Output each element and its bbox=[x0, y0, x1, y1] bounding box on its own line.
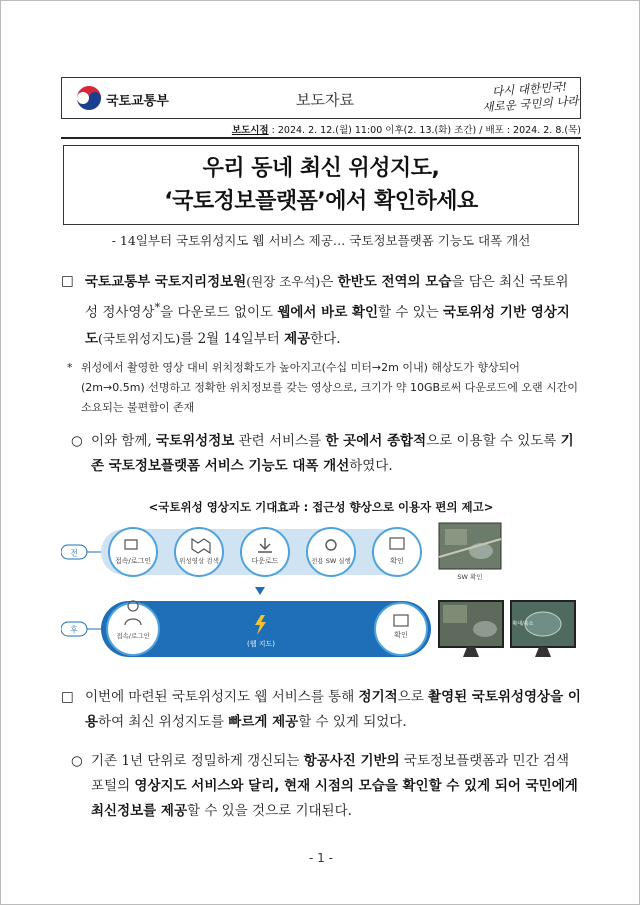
diagram-caption: <국토위성 영상지도 기대효과 : 접근성 향상으로 이용자 편의 제고> bbox=[148, 500, 494, 514]
document-type: 보도자료 bbox=[296, 91, 354, 109]
text-bold: 국토위성 기반 영상지도 bbox=[85, 304, 570, 347]
step-label: 확인 bbox=[390, 557, 404, 565]
circle-bullet-icon: ○ bbox=[71, 433, 83, 449]
text-span: 기존 1년 단위로 정밀하게 갱신되는 bbox=[91, 753, 304, 769]
footnote-text: 위성에서 촬영한 영상 대비 위치정확도가 높아지고(수십 미터→2m 이내) 해상도가 향상되어(2m→0.5m) 선명하고 정확한 위치정보를 갖는 영상으로, 크기가 약 10GB로써 다운로드에 오랜 시간이 소요되는 불편함이 존재 bbox=[81, 361, 579, 414]
text-span: 할 수 있는 bbox=[378, 304, 444, 321]
step-label: 접속/로그인 bbox=[114, 557, 152, 565]
text-span: (국토위성지도) bbox=[98, 330, 181, 346]
header-divider bbox=[61, 137, 581, 139]
release-info bbox=[61, 122, 581, 136]
ministry-name: 국토교통부 bbox=[106, 94, 169, 109]
text-span: 은 bbox=[320, 274, 338, 290]
text-bold: 영상지도 서비스와 달리, 현재 시점의 모습을 확인할 수 있게 되어 국민에게 최신정보를 제공 bbox=[91, 778, 578, 819]
headline-box bbox=[63, 145, 579, 225]
text-bold: 한 곳에서 종합적 bbox=[325, 433, 427, 449]
step-label: 위성영상 검색 bbox=[179, 557, 219, 565]
subheadline: - 14일부터 국토위성지도 웹 서비스 제공… 국토정보플랫폼 기능도 대폭 개선 bbox=[111, 233, 531, 248]
headline-line-1: 우리 동네 최신 위성지도, bbox=[202, 156, 440, 181]
text-span: 으로 이용할 수 있도록 bbox=[426, 433, 561, 449]
release-text: : 2024. 2. 12.(월) 11:00 이후(2. 13.(화) 조간) / 배포 : 2024. 2. 8.(목) bbox=[268, 125, 581, 136]
down-arrow-icon bbox=[255, 587, 265, 595]
sw-result-image bbox=[439, 523, 501, 569]
text-span: 국토정보플랫폼과 민간 검색포털의 bbox=[91, 753, 569, 794]
government-emblem-icon bbox=[76, 85, 102, 111]
step-software bbox=[307, 528, 355, 576]
slogan-line-2: 새로운 국민의 나라 bbox=[482, 93, 579, 115]
step-login bbox=[109, 528, 157, 576]
footnote-mark: * bbox=[154, 301, 161, 314]
government-slogan bbox=[479, 79, 581, 116]
step-label: 다운로드 bbox=[251, 557, 279, 565]
zoom-label: 확대/축소 bbox=[512, 621, 534, 627]
after-step-login bbox=[107, 601, 159, 655]
after-step-confirm bbox=[375, 603, 427, 655]
text-bold: 웹에서 바로 확인 bbox=[277, 304, 379, 321]
monitor-zoom bbox=[511, 601, 575, 657]
paragraph-4 bbox=[71, 749, 581, 824]
page-number: - 1 - bbox=[309, 851, 333, 865]
step-search bbox=[175, 528, 223, 576]
text-span: 한다. bbox=[310, 330, 341, 347]
text-span: 을 다운로드 없이도 bbox=[160, 304, 278, 321]
slogan-line-1: 다시 대한민국! bbox=[491, 79, 568, 99]
square-bullet-icon: □ bbox=[61, 273, 74, 289]
step-download bbox=[241, 528, 289, 576]
headline-line-2: ‘국토정보플랫폼’에서 확인하세요 bbox=[164, 189, 478, 214]
before-label: 전 bbox=[70, 548, 78, 558]
text-span: 하여 최신 위성지도를 bbox=[98, 714, 229, 730]
step-confirm bbox=[373, 528, 421, 576]
paragraph-2 bbox=[71, 429, 581, 479]
web-map-label: (웹 지도) bbox=[247, 640, 275, 648]
text-bold: 기존 국토정보플랫폼 서비스 기능도 대폭 개선 bbox=[91, 433, 574, 474]
text-bold: 빠르게 제공 bbox=[228, 714, 299, 730]
text-span: 이번에 마련된 국토위성지도 웹 서비스를 통해 bbox=[85, 689, 359, 705]
text-span: 관련 서비스를 bbox=[234, 433, 326, 449]
circle-bullet-icon: ○ bbox=[71, 753, 83, 769]
footnote bbox=[67, 358, 581, 418]
square-bullet-icon: □ bbox=[61, 689, 74, 705]
after-label: 후 bbox=[70, 625, 78, 635]
text-span: 을 담은 최신 국토위성 정사영상 bbox=[85, 274, 569, 321]
step-label: 전용 SW 실행 bbox=[311, 557, 351, 565]
text-bold: 제공 bbox=[284, 330, 311, 347]
monitor-web-map bbox=[439, 601, 503, 657]
text-span: 으로 bbox=[397, 689, 429, 705]
footnote-marker: * bbox=[67, 361, 73, 374]
paragraph-1 bbox=[61, 269, 581, 352]
text-bold: 정기적 bbox=[358, 689, 398, 705]
text-bold: 국토교통부 국토지리정보원 bbox=[85, 274, 247, 290]
text-span: 를 2월 14일부터 bbox=[180, 330, 285, 347]
sw-result-label: SW 확인 bbox=[457, 573, 483, 581]
text-span: 하였다. bbox=[349, 458, 393, 474]
text-bold: 촬영된 국토위성영상을 이용 bbox=[85, 689, 581, 730]
text-span: 이와 함께, bbox=[91, 433, 157, 449]
text-bold: 항공사진 기반의 bbox=[303, 753, 400, 769]
release-label: 보도시점 bbox=[231, 125, 269, 136]
step-label: 접속/로그인 bbox=[116, 632, 150, 640]
text-span: (원장 조우석) bbox=[246, 274, 321, 289]
text-span: 할 수 있을 것으로 기대된다. bbox=[187, 803, 352, 819]
text-bold: 한반도 전역의 모습 bbox=[337, 274, 452, 290]
text-span: 할 수 있게 되었다. bbox=[298, 714, 407, 730]
header-box bbox=[61, 77, 581, 119]
step-label: 확인 bbox=[394, 631, 408, 639]
text-bold: 국토위성정보 bbox=[156, 433, 235, 449]
before-after-diagram bbox=[61, 517, 581, 667]
paragraph-3 bbox=[61, 685, 581, 735]
